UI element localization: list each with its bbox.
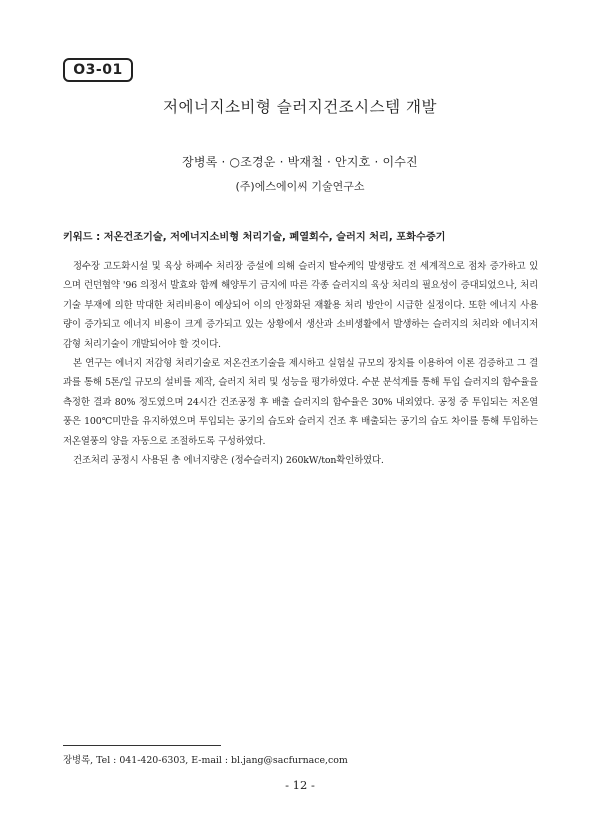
affiliation: (주)에스에이씨 기술연구소 xyxy=(235,180,365,193)
page-number: - 12 - xyxy=(285,778,315,792)
paper-title: 저에너지소비형 슬러지건조시스템 개발 xyxy=(163,98,437,116)
abstract-paragraph: 본 연구는 에너지 저감형 처리기술로 저온건조기술을 제시하고 실험실 규모의 장치를 이용하여 이론 검증하고 그 결과를 통해 5톤/일 규모의 설비를 제작, 슬러지 처리 및 성능을 평가하였다. 수분 분석계를 통해 투입 슬러지의 함수율을 측정한 결과 80% 정도였으며 24시간 건조공정 후 배출 슬러지의 함수율은 30% 내외였다. 공정 중 투입되는 저온열풍은 100℃미만을 유지하였으며 투입되는 공기의 습도와 슬러지 건조 후 배출되는 공기의 습도 차이를 통해 투입하는 저온열풍의 양을 자동으로 조절하도록 구성하였다. xyxy=(63,358,538,447)
session-code-badge: O3-01 xyxy=(63,58,133,82)
footnote-divider xyxy=(63,745,221,746)
abstract-paragraph: 정수장 고도화시설 및 육상 하폐수 처리장 증설에 의해 슬러지 탈수케익 발생량도 전 세계적으로 점차 증가하고 있으며 런던협약 '96 의정서 발효와 함께 해양투기 금지에 따른 각종 슬러지의 육상 처리의 필요성이 증대되었으나, 처리기술 부재에 의한 막대한 처리비용이 예상되어 이의 안정화된 재활용 처리 방안이 시급한 실정이다. 또한 에너지 사용량이 증가되고 에너지 비용이 크게 증가되고 있는 상황에서 생산과 소비생활에서 발생하는 슬러지의 처리와 에너지저감형 처리기술이 개발되어야 할 것이다. xyxy=(63,261,538,350)
corresponding-author-footnote: 장병록, Tel : 041-420-6303, E-mail : bl.jang@sacfurnace,com xyxy=(63,755,348,766)
author-list: 장병록 · ○조경운 · 박재철 · 안지호 · 이수진 xyxy=(182,155,418,169)
keywords-line: 키워드 : 저온건조기술, 저에너지소비형 처리기술, 폐열회수, 슬러지 처리, 포화수증기 xyxy=(63,232,446,243)
abstract-paragraph: 건조처리 공정시 사용된 총 에너지량은 (정수슬러지) 260kW/ton확인하였다. xyxy=(73,455,384,467)
abstract-body xyxy=(63,257,538,470)
